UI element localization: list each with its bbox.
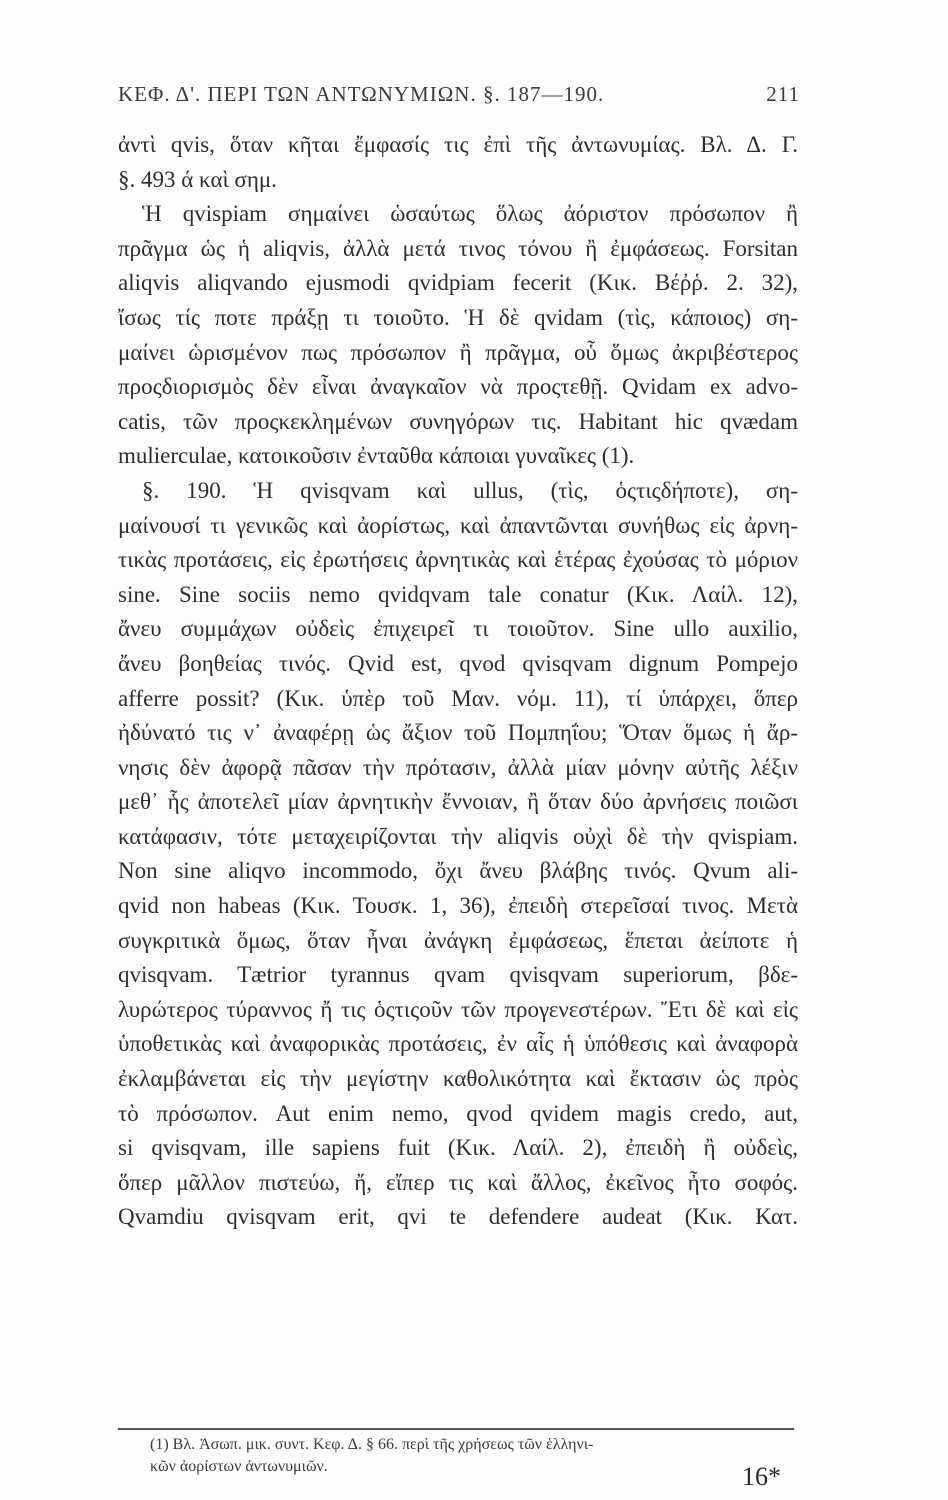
text-line: τικὰς προτάσεις, εἰς ἐρωτήσεις ἀρνητικὰς καὶ ἑτέρας ἐχούσας τὸ μόριον <box>118 547 798 573</box>
text-line: μεθ᾽ ἧς ἀποτελεῖ μίαν ἀρνητικὴν ἔννοιαν, ἢ ὅταν δύο ἀρνήσεις ποιῶσι <box>118 789 798 815</box>
text-line: qvisqvam. Tætrior tyrannus qvam qvisqvam superiorum, βδε- <box>118 962 798 988</box>
text-line: κατάφασιν, τότε μεταχειρίζονται τὴν aliqvis οὐχὶ δὲ τὴν qvispiam. <box>118 823 798 849</box>
text-line: sine. Sine sociis nemo qvidqvam tale conatur (Κικ. Λαίλ. 12), <box>118 581 798 607</box>
text-line: πρᾶγμα ὡς ἡ aliqvis, ἀλλὰ μετά τινος τόνου ἢ ἐμφάσεως. Forsitan <box>118 235 798 261</box>
text-line: νησις δὲν ἀφορᾷ πᾶσαν τὴν πρότασιν, ἀλλὰ μίαν μόνην αὐτῆς λέξιν <box>118 754 798 780</box>
footnote-rule <box>118 1428 794 1430</box>
footnote <box>150 1434 794 1478</box>
footnote-line: κῶν ἀορίστων ἀντωνυμιῶν. <box>150 1458 328 1475</box>
text-line: μαίνουσί τι γενικῶς καὶ ἀορίστως, καὶ ἀπαντῶνται συνήθως εἰς ἀρνη- <box>118 512 798 538</box>
text-line: συγκριτικὰ ὅμως, ὅταν ἦναι ἀνάγκη ἐμφάσεως, ἕπεται ἀείποτε ἡ <box>118 927 798 953</box>
text-line: ὅπερ μᾶλλον πιστεύω, ἤ, εἴπερ τις καὶ ἄλλος, ἐκεῖνος ἦτο σοφός. <box>118 1169 798 1195</box>
text-line: λυρώτερος τύραννος ἤ τις ὁςτιςοῦν τῶν προγενεστέρων. Ἔτι δὲ καὶ εἰς <box>118 996 798 1022</box>
running-title: ΚΕΦ. Δ'. ΠΕΡΙ ΤΩΝ ΑΝΤΩΝΥΜΙΩΝ. §. 187—190. <box>118 82 605 106</box>
footnote-line: (1) Βλ. Ἀσωπ. μικ. συντ. Κεφ. Δ. § 66. περὶ τῆς χρήσεως τῶν ἑλληνι- <box>150 1436 594 1453</box>
text-line: ἐκλαμβάνεται εἰς τὴν μεγίστην καθολικότητα καὶ ἔκτασιν ὡς πρὸς <box>118 1066 798 1092</box>
body-text <box>118 128 798 1235</box>
text-line: §. 190. Ἡ qvisqvam καὶ ullus, (τὶς, ὁςτιςδήποτε), ση- <box>142 477 798 503</box>
signature-mark: 16* <box>742 1462 781 1491</box>
text-line: ἴσως τίς ποτε πράξῃ τι τοιοῦτο. Ἡ δὲ qvidam (τὶς, κάποιος) ση- <box>118 304 798 330</box>
running-head <box>118 82 798 107</box>
text-line: Ἡ qvispiam σημαίνει ὡσαύτως ὅλως ἀόριστον πρόσωπον ἢ <box>142 201 798 227</box>
text-line: ἄνευ βοηθείας τινός. Qvid est, qvod qvisqvam dignum Pompejo <box>118 650 798 676</box>
text-line: §. 493 ά καὶ σημ. <box>118 166 277 192</box>
text-line: μαίνει ὡρισμένον πως πρόσωπον ἢ πρᾶγμα, οὗ ὅμως ἀκριβέστερος <box>118 339 798 365</box>
text-line: catis, τῶν προςκεκλημένων συνηγόρων τις. Habitant hic qvædam <box>118 408 798 434</box>
text-line: afferre possit? (Κικ. ὑπὲρ τοῦ Μαν. νόμ. 11), τί ὑπάρχει, ὅπερ <box>118 685 798 711</box>
text-line: προςδιορισμὸς δὲν εἶναι ἀναγκαῖον νὰ προςτεθῇ. Qvidam ex advo- <box>118 374 798 400</box>
text-line: Qvamdiu qvisqvam erit, qvi te defendere audeat (Κικ. Κατ. <box>118 1204 798 1230</box>
text-line: ὑποθετικὰς καὶ ἀναφορικὰς προτάσεις, ἐν αἷς ἡ ὑπόθεσις καὶ ἀναφορὰ <box>118 1031 798 1057</box>
text-line: ἀντὶ qvis, ὅταν κῆται ἔμφασίς τις ἐπὶ τῆς ἀντωνυμίας. Βλ. Δ. Γ. <box>118 132 798 157</box>
text-line: ἄνευ συμμάχων οὐδεὶς ἐπιχειρεῖ τι τοιοῦτον. Sine ullo auxilio, <box>118 616 798 642</box>
page-number: 211 <box>766 82 800 106</box>
text-line: si qvisqvam, ille sapiens fuit (Κικ. Λαίλ. 2), ἐπειδὴ ἢ οὐδεὶς, <box>118 1135 798 1161</box>
text-line: τὸ πρόσωπον. Aut enim nemo, qvod qvidem magis credo, aut, <box>118 1100 798 1126</box>
text-line: mulierculae, κατοικοῦσιν ἐνταῦθα κάποιαι γυναῖκες (1). <box>118 443 635 469</box>
text-line: ἠδύνατό τις ν᾽ ἀναφέρῃ ὡς ἄξιον τοῦ Πομπηΐου; Ὅταν ὅμως ἡ ἄρ- <box>118 720 798 746</box>
text-line: Non sine aliqvo incommodo, ὄχι ἄνευ βλάβης τινός. Qvum ali- <box>118 858 798 884</box>
text-line: qvid non habeas (Κικ. Τουσκ. 1, 36), ἐπειδὴ στερεῖσαί τινος. Μετὰ <box>118 893 798 919</box>
text-line: aliqvis aliqvando ejusmodi qvidpiam fecerit (Κικ. Βέῤῥ. 2. 32), <box>118 270 798 296</box>
